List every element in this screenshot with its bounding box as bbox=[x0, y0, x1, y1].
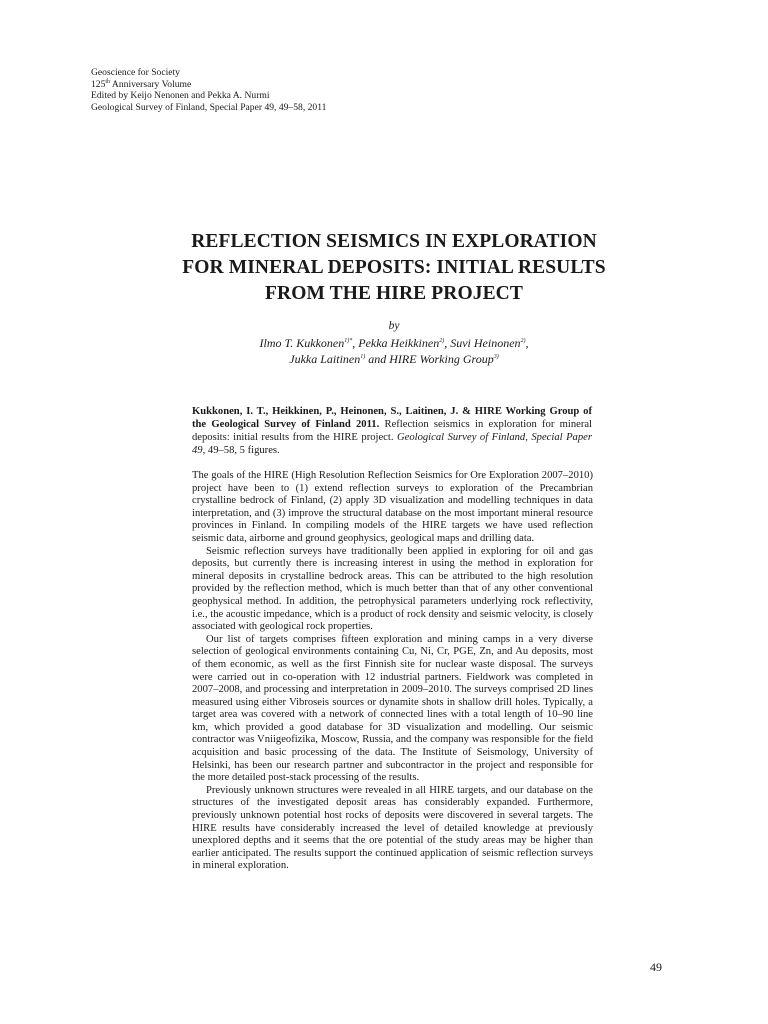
citation-authors: Kukkonen, I. T., Heikkinen, P., Heinonen, S., Laitinen, J. & HIRE Working Group of the Geological Survey of Finland 2011. bbox=[192, 406, 592, 430]
title-line-3: FROM THE HIRE PROJECT bbox=[265, 283, 523, 304]
authors-line-1: Ilmo T. Kukkonen$^{1)*}$, Pekka Heikkinen$^{2)}$, Suvi Heinonen$^{2)}$, bbox=[259, 336, 529, 350]
paragraph-4: Previously unknown structures were revealed in all HIRE targets, and our database on the structures of the investigated deposit areas has considerably expanded. Furthermore, previously unknown potential host rocks of deposits were discovered in several targets. The HIRE results have considerably increased the level of detailed knowledge at previously unexplored depths and it seems that the ore potential of the study areas may be higher than earlier anticipated. The results support the continued application of seismic reflection surveys in mineral exploration. bbox=[192, 784, 593, 872]
author-list bbox=[100, 336, 688, 367]
citation-block bbox=[192, 406, 592, 458]
header-volume: 125th Anniversary Volume bbox=[91, 78, 192, 90]
byline: by bbox=[388, 320, 400, 332]
citation-journal: Geological Survey of Finland, Special Paper 49 bbox=[192, 431, 592, 456]
paper-title bbox=[100, 229, 688, 307]
publication-header bbox=[91, 67, 326, 113]
page-number: 49 bbox=[650, 960, 662, 974]
citation-title: Reflection seismics in exploration for mineral deposits: initial results from the HIRE project. bbox=[192, 418, 592, 443]
header-editors: Edited by Keijo Nenonen and Pekka A. Nurmi bbox=[91, 90, 270, 102]
citation-pages: , 49–58, 5 figures. bbox=[202, 444, 280, 456]
title-line-2: FOR MINERAL DEPOSITS: INITIAL RESULTS bbox=[182, 257, 606, 278]
authors-line-2: Jukka Laitinen$^{1)}$ and HIRE Working Group$^{3)}$ bbox=[289, 351, 499, 366]
paragraph-2: Seismic reflection surveys have traditionally been applied in exploring for oil and gas deposits, but currently there is increasing interest in using the method in exploration for mineral deposits in crystalline bedrock areas. This can be attributed to the high resolution provided by the reflection method, which is much better than that of any other conventional geophysical method. In addition, the petrophysical parameters underlying rock reflectivity, i.e., the acoustic impedance, which is a product of rock density and seismic velocity, is closely associated with geological rock properties. bbox=[192, 545, 593, 633]
header-citation: Geological Survey of Finland, Special Paper 49, 49–58, 2011 bbox=[91, 101, 327, 113]
paragraph-3: Our list of targets comprises fifteen exploration and mining camps in a very diverse selection of geological environments containing Cu, Ni, Cr, PGE, Zn, and Au deposits, most of them economic, as well as the first Finnish site for nuclear waste disposal. The surveys were carried out in co-operation with 12 industrial partners. Fieldwork was completed in 2007–2008, and processing and interpretation in 2009–2010. The surveys comprised 2D lines measured using either Vibroseis sources or dynamite shots in shallow drill holes. Typically, a target area was covered with a network of connected lines with a total length of 10–90 line km, which provided a good database for 3D visualization and modelling. Our seismic contractor was Vniigeofizika, Moscow, Russia, and the company was responsible for the field acquisition and basic processing of the data. The Institute of Seismology, University of Helsinki, has been our research partner and subcontractor in the project and responsible for the more detailed post-stack processing of the results. bbox=[192, 633, 593, 784]
abstract-body bbox=[192, 470, 593, 873]
header-series: Geoscience for Society bbox=[91, 67, 180, 78]
paragraph-1: The goals of the HIRE (High Resolution Reflection Seismics for Ore Exploration 2007–2010) project have been to (1) extend reflection surveys to exploration of the Precambrian crystalline bedrock of Finland, (2) apply 3D visualization and modelling techniques in data interpretation, and (3) improve the structural database on the most important mineral resource provinces in Finland. In compiling models of the HIRE targets we have used reflection seismic data, airborne and ground geophysics, geological maps and drilling data. bbox=[192, 470, 593, 544]
title-line-1: REFLECTION SEISMICS IN EXPLORATION bbox=[191, 231, 597, 252]
